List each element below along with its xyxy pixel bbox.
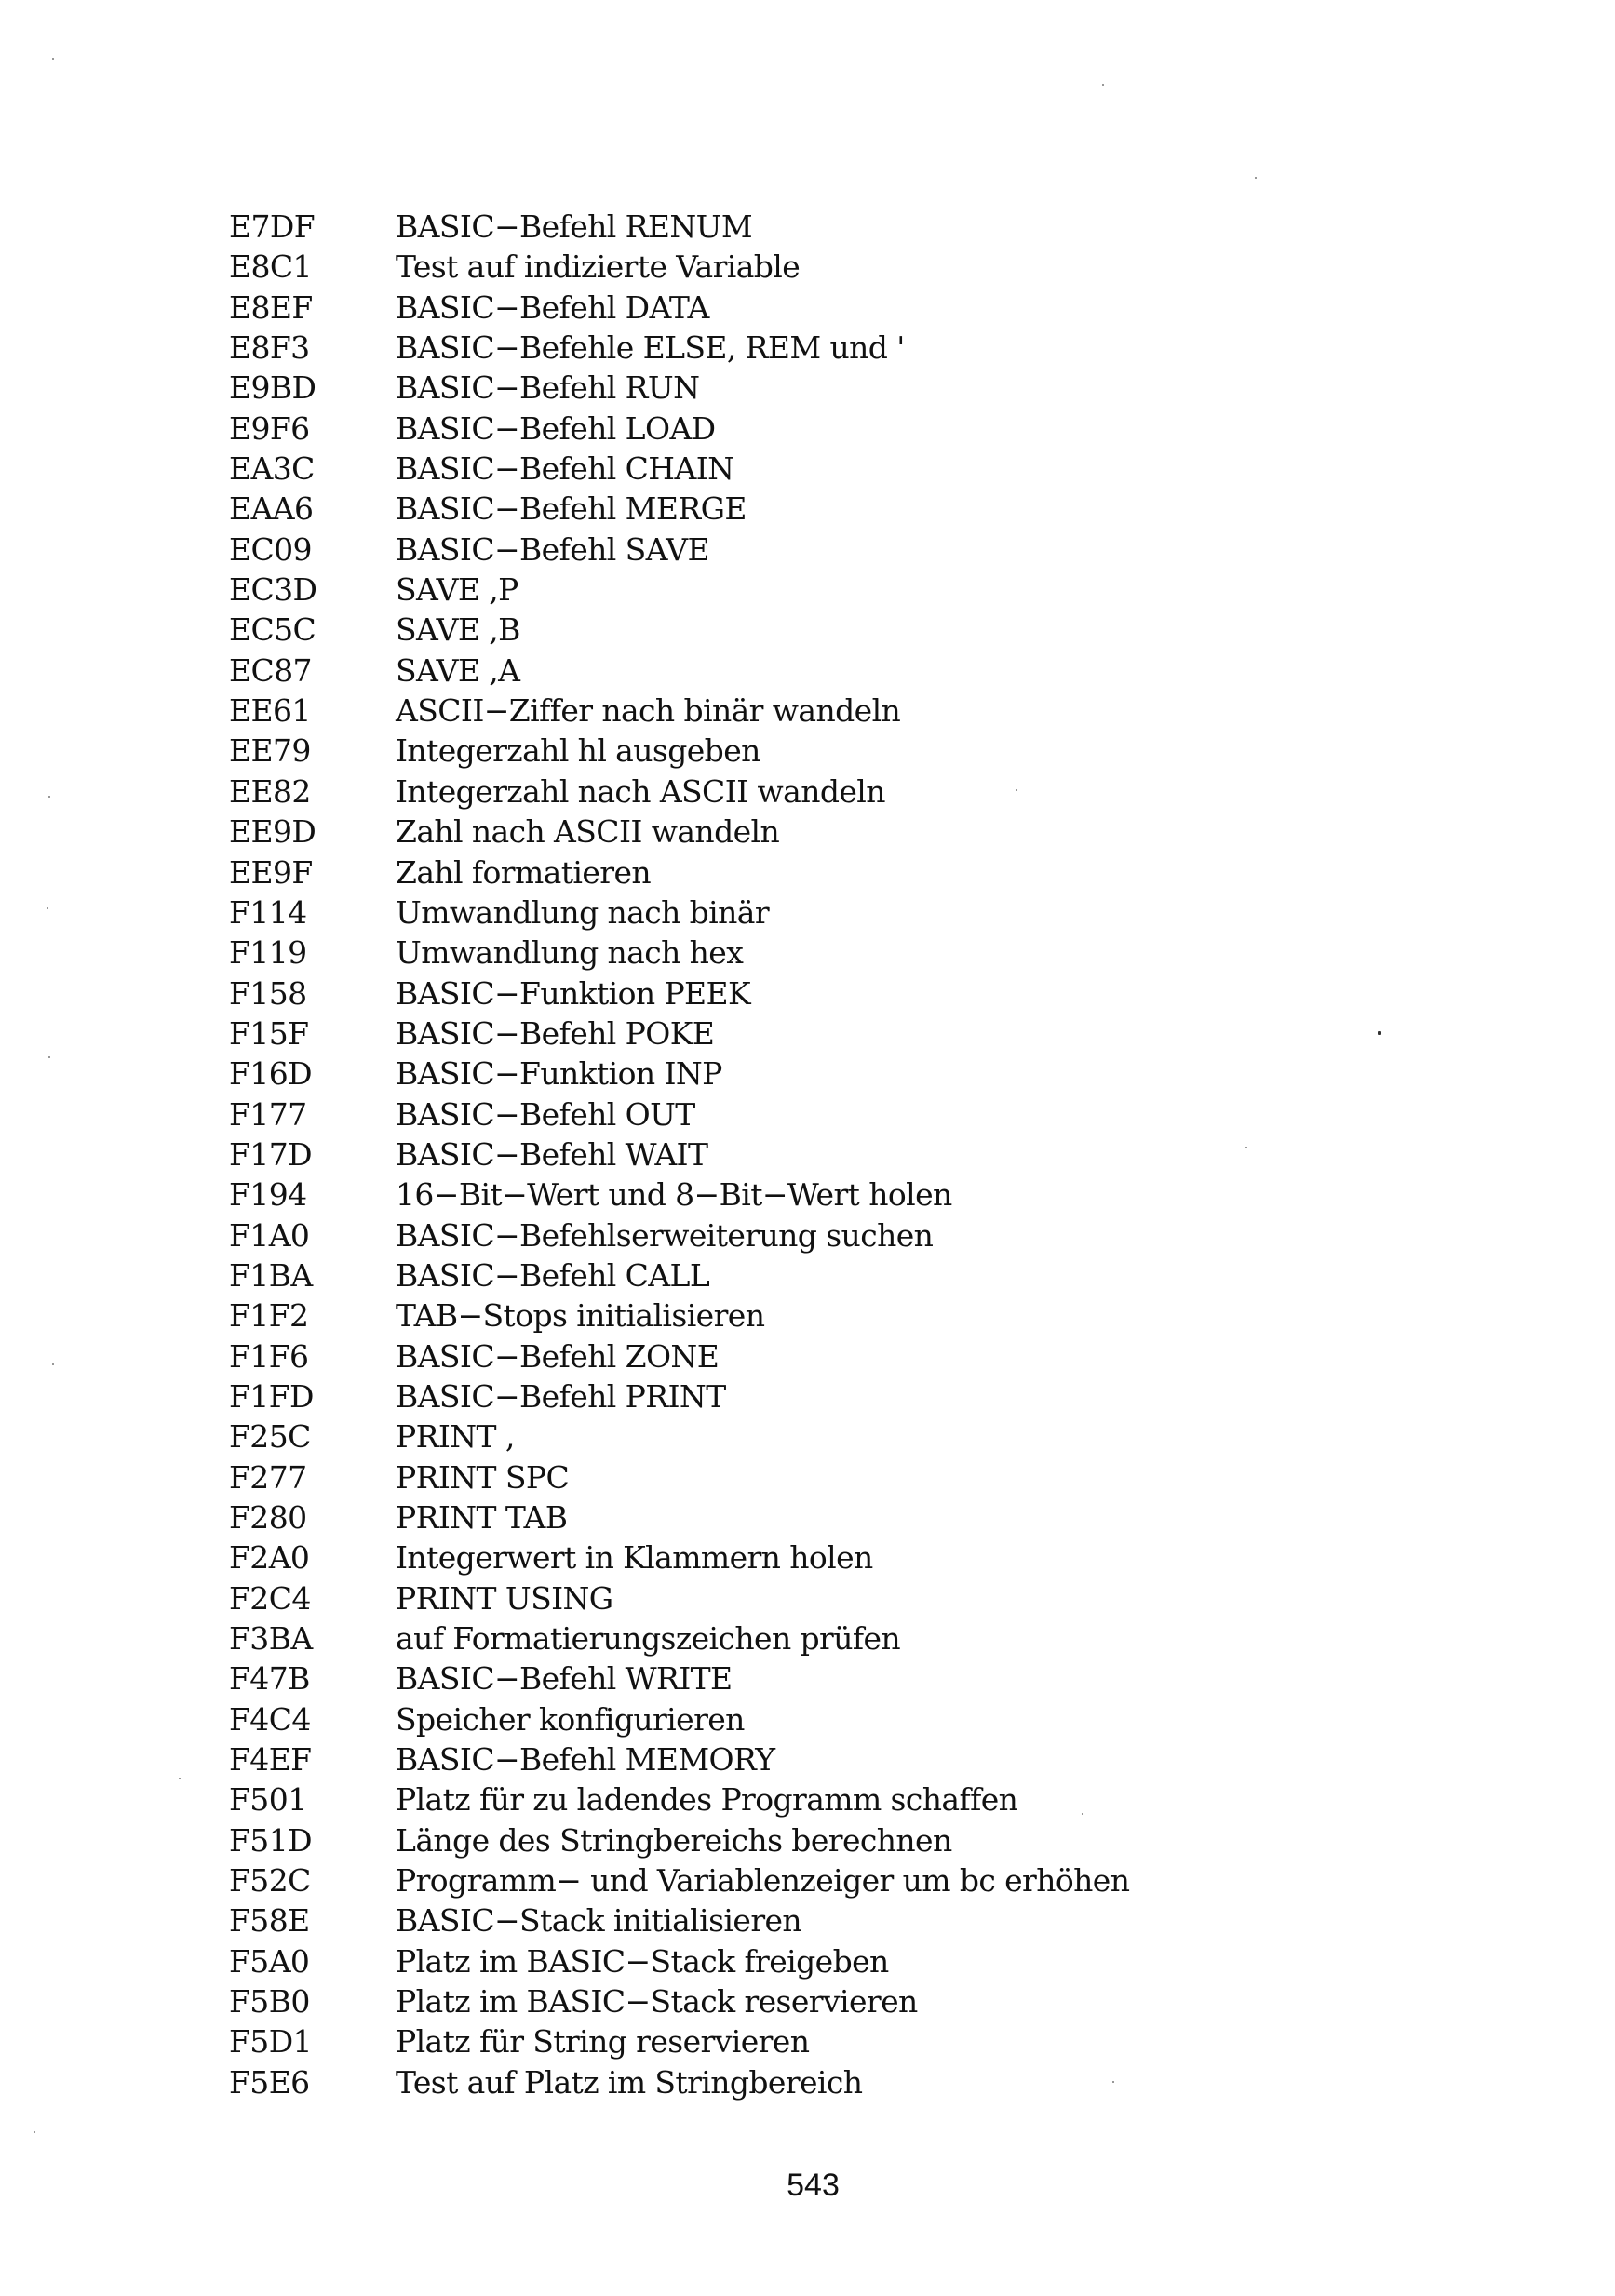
description-cell: Zahl nach ASCII wandeln xyxy=(396,813,780,851)
description-cell: Platz für zu ladendes Programm schaffen xyxy=(396,1781,1018,1819)
address-cell: F280 xyxy=(229,1499,307,1536)
description-cell: BASIC−Befehl MEMORY xyxy=(396,1741,775,1779)
scan-speck xyxy=(48,796,50,798)
address-cell: EC3D xyxy=(229,571,317,609)
page-number: 543 xyxy=(787,2168,840,2203)
description-cell: Test auf Platz im Stringbereich xyxy=(396,2063,863,2101)
table-row xyxy=(229,570,1346,610)
address-cell: F2C4 xyxy=(229,1579,311,1617)
description-cell: Platz im BASIC−Stack freigeben xyxy=(396,1942,889,1980)
table-row xyxy=(229,207,1346,247)
description-cell: SAVE ,B xyxy=(396,611,520,649)
description-cell: Länge des Stringbereichs berechnen xyxy=(396,1821,952,1859)
description-cell: BASIC−Befehl CHAIN xyxy=(396,450,734,488)
address-cell: F4EF xyxy=(229,1741,312,1779)
table-row xyxy=(229,530,1346,570)
scan-speck xyxy=(47,907,48,909)
description-cell: BASIC−Befehl POKE xyxy=(396,1014,715,1052)
table-row xyxy=(229,1941,1346,1981)
description-cell: Umwandlung nach binär xyxy=(396,893,770,931)
table-row xyxy=(229,1658,1346,1699)
address-cell: EAA6 xyxy=(229,490,314,528)
description-cell: BASIC−Befehl SAVE xyxy=(396,530,709,568)
address-cell: F5D1 xyxy=(229,2023,312,2061)
description-cell: ASCII−Ziffer nach binär wandeln xyxy=(396,692,901,730)
description-cell: BASIC−Befehl MERGE xyxy=(396,490,747,528)
description-cell: Platz für String reservieren xyxy=(396,2023,810,2061)
description-cell: auf Formatierungszeichen prüfen xyxy=(396,1620,901,1658)
scan-speck xyxy=(1016,789,1017,791)
address-cell: EE79 xyxy=(229,732,311,770)
description-cell: Umwandlung nach hex xyxy=(396,934,744,972)
scan-speck xyxy=(1112,2081,1114,2083)
table-row xyxy=(229,1779,1346,1819)
table-row xyxy=(229,1537,1346,1578)
table-row xyxy=(229,1215,1346,1255)
address-cell: EE9F xyxy=(229,853,313,891)
address-cell: F1F2 xyxy=(229,1297,309,1335)
description-cell: SAVE ,A xyxy=(396,651,520,689)
table-row xyxy=(229,449,1346,489)
table-row xyxy=(229,853,1346,893)
table-row xyxy=(229,772,1346,812)
address-cell: F158 xyxy=(229,974,307,1012)
address-cell: F15F xyxy=(229,1014,309,1052)
address-cell: F1F6 xyxy=(229,1337,309,1375)
address-cell: EC87 xyxy=(229,651,312,689)
address-cell: EA3C xyxy=(229,450,315,488)
description-cell: Platz im BASIC−Stack reservieren xyxy=(396,1983,918,2021)
address-cell: F114 xyxy=(229,893,307,931)
description-cell: Programm− und Variablenzeiger um bc erhöhen xyxy=(396,1862,1130,1900)
table-row xyxy=(229,2062,1346,2102)
table-row xyxy=(229,1497,1346,1537)
address-cell: E8F3 xyxy=(229,329,310,367)
address-cell: E8EF xyxy=(229,289,313,326)
address-cell: F17D xyxy=(229,1135,312,1173)
table-row xyxy=(229,1054,1346,1094)
scan-speck xyxy=(52,1363,54,1365)
address-cell: E9BD xyxy=(229,369,316,407)
table-row xyxy=(229,933,1346,973)
table-row xyxy=(229,1417,1346,1457)
description-cell: PRINT TAB xyxy=(396,1499,568,1536)
description-cell: PRINT USING xyxy=(396,1579,613,1617)
scan-speck xyxy=(1102,84,1104,86)
address-cell: F47B xyxy=(229,1660,310,1698)
address-cell: F501 xyxy=(229,1781,307,1819)
table-row xyxy=(229,1820,1346,1860)
scan-speck xyxy=(179,1778,181,1779)
table-row xyxy=(229,1981,1346,2021)
table-row xyxy=(229,1699,1346,1739)
address-cell: F5B0 xyxy=(229,1983,310,2021)
address-cell: F5E6 xyxy=(229,2063,310,2101)
description-cell: Speicher konfigurieren xyxy=(396,1700,745,1738)
table-row xyxy=(229,2021,1346,2061)
address-cell: EE82 xyxy=(229,772,311,810)
table-row xyxy=(229,651,1346,691)
table-row xyxy=(229,610,1346,650)
description-cell: BASIC−Funktion PEEK xyxy=(396,974,751,1012)
address-cell: F1BA xyxy=(229,1256,313,1294)
description-cell: BASIC−Befehl OUT xyxy=(396,1095,695,1133)
address-cell: F1FD xyxy=(229,1377,314,1415)
table-row xyxy=(229,1135,1346,1175)
address-cell: F3BA xyxy=(229,1620,313,1658)
address-cell: F25C xyxy=(229,1418,311,1456)
description-cell: Integerzahl hl ausgeben xyxy=(396,732,760,770)
description-cell: BASIC−Funktion INP xyxy=(396,1055,722,1093)
table-row xyxy=(229,409,1346,449)
address-table xyxy=(229,207,1346,2102)
description-cell: PRINT SPC xyxy=(396,1458,570,1496)
description-cell: BASIC−Befehlserweiterung suchen xyxy=(396,1216,934,1254)
table-row xyxy=(229,973,1346,1014)
table-row xyxy=(229,1336,1346,1376)
table-row xyxy=(229,893,1346,933)
table-row xyxy=(229,731,1346,771)
address-cell: F51D xyxy=(229,1821,312,1859)
scan-speck xyxy=(52,58,54,60)
address-cell: F4C4 xyxy=(229,1700,311,1738)
address-cell: F1A0 xyxy=(229,1216,310,1254)
scan-speck xyxy=(1082,1813,1083,1815)
address-cell: EC09 xyxy=(229,530,312,568)
table-row xyxy=(229,1860,1346,1900)
description-cell: BASIC−Befehl DATA xyxy=(396,289,709,326)
address-cell: E9F6 xyxy=(229,410,310,447)
description-cell: BASIC−Befehle ELSE, REM und ' xyxy=(396,329,905,367)
address-cell: E7DF xyxy=(229,208,316,245)
table-row xyxy=(229,1376,1346,1417)
scan-speck xyxy=(48,1056,50,1058)
table-row xyxy=(229,1094,1346,1135)
address-cell: F5A0 xyxy=(229,1942,310,1980)
table-row xyxy=(229,328,1346,368)
table-row xyxy=(229,812,1346,852)
description-cell: BASIC−Befehl PRINT xyxy=(396,1377,726,1415)
table-row xyxy=(229,1900,1346,1940)
scan-speck xyxy=(1255,177,1257,179)
table-row xyxy=(229,1618,1346,1658)
description-cell: BASIC−Befehl CALL xyxy=(396,1256,710,1294)
table-row xyxy=(229,1457,1346,1497)
description-cell: Integerwert in Klammern holen xyxy=(396,1539,873,1577)
table-row xyxy=(229,691,1346,731)
description-cell: 16−Bit−Wert und 8−Bit−Wert holen xyxy=(396,1176,952,1214)
address-cell: F194 xyxy=(229,1176,307,1214)
address-cell: F58E xyxy=(229,1902,310,1940)
table-row xyxy=(229,1255,1346,1296)
description-cell: BASIC−Befehl WAIT xyxy=(396,1135,708,1173)
description-cell: Test auf indizierte Variable xyxy=(396,248,801,286)
description-cell: Integerzahl nach ASCII wandeln xyxy=(396,772,885,810)
scan-speck xyxy=(1245,1147,1247,1148)
address-cell: F277 xyxy=(229,1458,307,1496)
description-cell: SAVE ,P xyxy=(396,571,518,609)
address-cell: F2A0 xyxy=(229,1539,310,1577)
description-cell: TAB−Stops initialisieren xyxy=(396,1297,765,1335)
description-cell: BASIC−Befehl ZONE xyxy=(396,1337,720,1375)
description-cell: BASIC−Befehl WRITE xyxy=(396,1660,733,1698)
table-row xyxy=(229,1578,1346,1618)
table-row xyxy=(229,1014,1346,1054)
table-row xyxy=(229,1739,1346,1779)
address-cell: F16D xyxy=(229,1055,312,1093)
scan-speck xyxy=(34,2131,35,2133)
address-cell: EE9D xyxy=(229,813,316,851)
address-cell: F119 xyxy=(229,934,307,972)
description-cell: Zahl formatieren xyxy=(396,853,652,891)
address-cell: EC5C xyxy=(229,611,316,649)
table-row xyxy=(229,288,1346,328)
address-cell: E8C1 xyxy=(229,248,312,286)
table-row xyxy=(229,489,1346,529)
table-row xyxy=(229,247,1346,287)
address-cell: F177 xyxy=(229,1095,307,1133)
table-row xyxy=(229,1296,1346,1336)
table-row xyxy=(229,1175,1346,1215)
address-cell: F52C xyxy=(229,1862,311,1900)
description-cell: BASIC−Befehl RENUM xyxy=(396,208,753,245)
description-cell: BASIC−Befehl RUN xyxy=(396,369,700,407)
description-cell: BASIC−Befehl LOAD xyxy=(396,410,716,447)
table-row xyxy=(229,368,1346,408)
description-cell: PRINT , xyxy=(396,1418,515,1456)
address-cell: EE61 xyxy=(229,692,311,730)
scan-speck xyxy=(1378,1031,1381,1035)
description-cell: BASIC−Stack initialisieren xyxy=(396,1902,802,1940)
